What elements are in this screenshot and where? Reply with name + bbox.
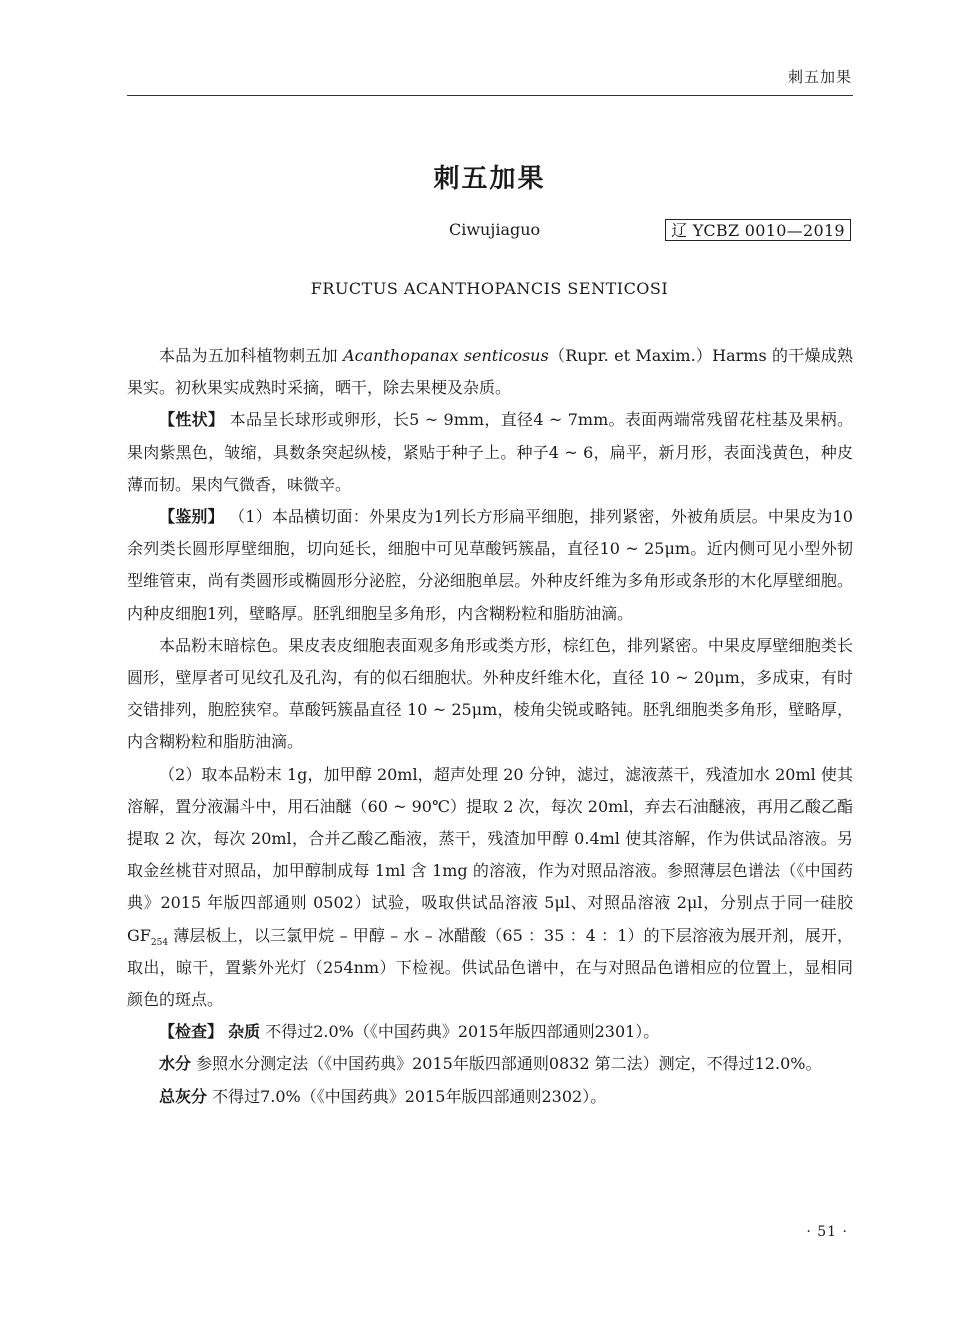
subheading-total-ash: 总灰分 (159, 1086, 208, 1106)
identification-paragraph-1: 【鉴别】 （1）本品横切面：外果皮为1列长方形扁平细胞，排列紧密，外被角质层。中果皮为10余列类长圆形厚壁细胞，切向延长，细胞中可见草酸钙簇晶，直径10 ~ 25μm。近内侧可见小型外韧型维管束，尚有类圆形或椭圆形分泌腔，分泌细胞单层。外种皮纤维为多角形或条形的木化厚壁细胞。内种皮细胞1列，壁略厚。胚乳细胞呈多角形，内含糊粉粒和脂肪油滴。 (127, 507, 853, 623)
subheading-impurity: 杂质 (228, 1022, 261, 1042)
examination-moisture-paragraph: 水分 参照水分测定法（《中国药典》2015年版四部通则0832 第二法）测定，不得过12.0%。 (159, 1054, 822, 1074)
standard-code-box: 辽 YCBZ 0010—2019 (665, 219, 851, 241)
page-title: 刺五加果 (433, 164, 546, 194)
identification-paragraph-2: 本品粉末暗棕色。果皮表皮细胞表面观多角形或类方形，棕红色，排列紧密。中果皮厚壁细胞类长圆形，壁厚者可见纹孔及孔沟，有的似石细胞状。外种皮纤维木化，直径 10 ~ 20μm，多成束，有时交错排列，胞腔狭窄。草酸钙簇晶直径 10 ~ 25μm，棱角尖锐或略钝。胚乳细胞类多角形，壁略厚，内含糊粉粒和脂肪油滴。 (127, 635, 853, 752)
properties-paragraph: 【性状】 本品呈长球形或卵形，长5 ~ 9mm，直径4 ~ 7mm。表面两端常残留花柱基及果柄。果肉紫黑色，皱缩，具数条突起纵棱，紧贴于种子上。种子4 ~ 6，扁平，新月形，表面浅黄色，种皮薄而韧。果肉气微香，味微辛。 (127, 410, 853, 494)
section-heading-examination: 【检查】 (159, 1022, 224, 1042)
examination-ash-paragraph: 总灰分 不得过7.0%（《中国药典》2015年版四部通则2302）。 (159, 1086, 607, 1106)
latin-name: FRUCTUS ACANTHOPANCIS SENTICOSI (310, 279, 669, 298)
species-name: Acanthopanax senticosus (343, 346, 549, 365)
running-head: 刺五加果 (787, 68, 852, 86)
identification-paragraph-3: （2）取本品粉末 1g，加甲醇 20ml，超声处理 20 分钟，滤过，滤液蒸干，残渣加水 20ml 使其溶解，置分液漏斗中，用石油醚（60 ~ 90℃）提取 2 次，每次 20ml，弃去石油醚液，再用乙酸乙酯提取 2 次，每次 20ml，合并乙酸乙酯液，蒸干，残渣加甲醇 0.4ml 使其溶解，作为供试品溶液。另取金丝桃苷对照品，加甲醇制成每 1ml 含 1mg 的溶液，作为对照品溶液。参照薄层色谱法（《中国药典》2015 年版四部通则 0502）试验，吸取供试品溶液 5μl、对照品溶液 2μl，分别点于同一硅胶 $GF_{254}$ 薄层板上，以三氯甲烷 – 甲醇 – 水 – 冰醋酸（65 ：35 ：4 ：1）的下层溶液为展开剂，展开，取出，晾干，置紫外光灯（254nm）下检视。供试品色谱中，在与对照品色谱相应的位置上，显相同颜色的斑点。 (127, 764, 853, 1010)
header-rule (127, 95, 853, 96)
examination-impurity-paragraph: 【检查】 杂质 不得过2.0%（《中国药典》2015年版四部通则2301）。 (159, 1022, 660, 1042)
intro-paragraph: 本品为五加科植物刺五加 Acanthopanax senticosus（Rupr. et Maxim.）Harms 的干燥成熟果实。初秋果实成熟时采摘，晒干，除去果梗及杂质。 (127, 346, 854, 398)
monograph-body (127, 340, 853, 1113)
page-number: · 51 · (806, 1224, 848, 1240)
subheading-moisture: 水分 (159, 1054, 192, 1074)
pinyin-name: Ciwujiaguo (449, 220, 541, 239)
section-heading-identification: 【鉴别】 (159, 507, 224, 527)
section-heading-properties: 【性状】 (159, 410, 225, 430)
